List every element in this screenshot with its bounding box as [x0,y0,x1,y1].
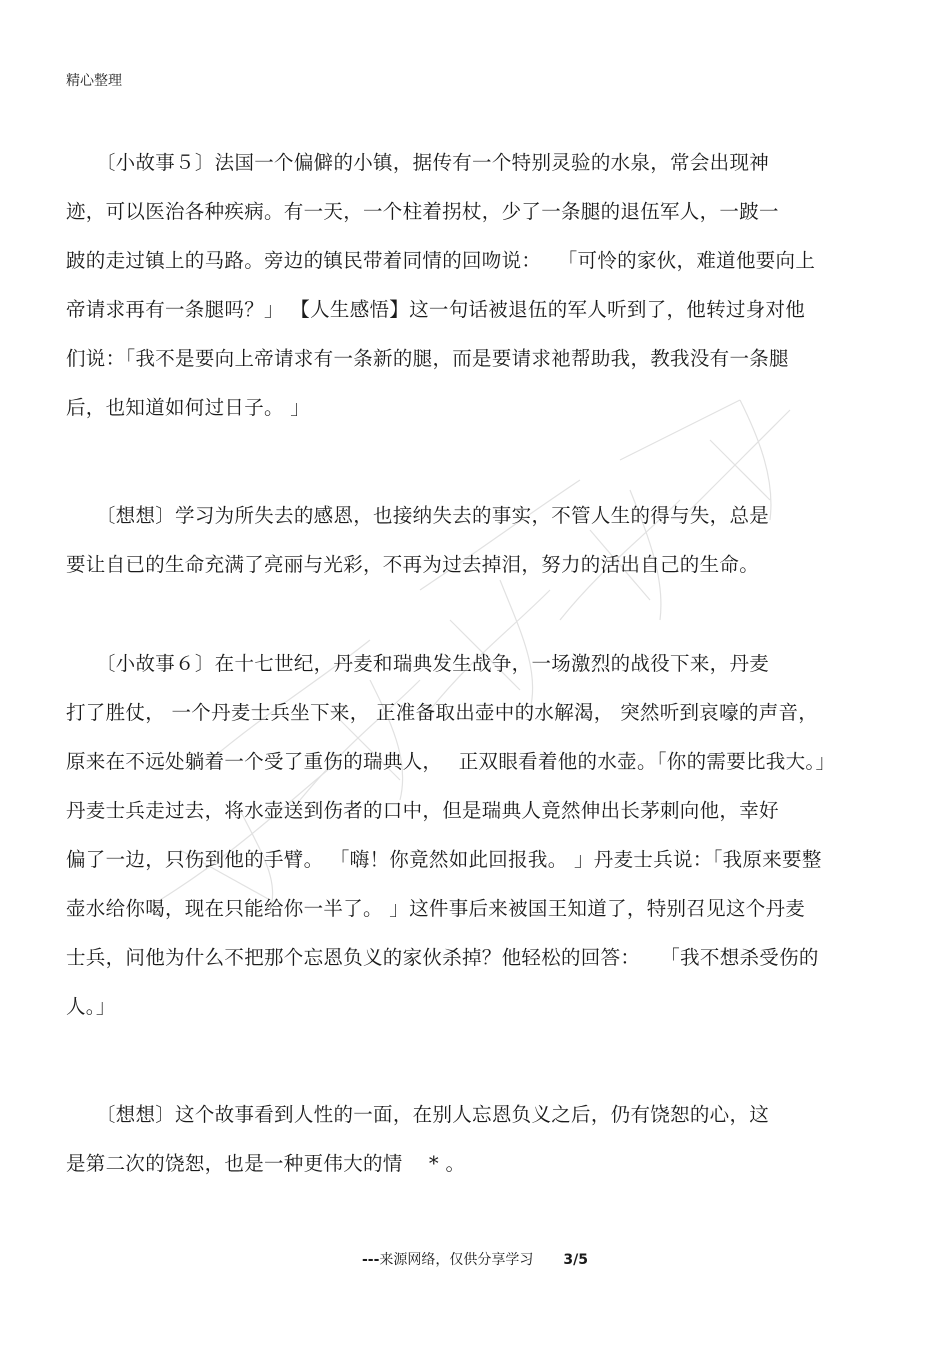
text-line: 人。」 [66,995,116,1018]
text-line: 壶水给你喝，现在只能给你一半了。 」这件事后来被国王知道了，特别召见这个丹麦 [66,897,806,920]
paragraph-reflection-5 [66,491,896,589]
paragraph-story-6 [66,639,896,1031]
text-line: 士兵，问他为什么不把那个忘恩负义的家伙杀掉？他轻松的回答： 「我不想杀受伤的 [66,946,819,969]
text-line: 〔想想〕这个故事看到人性的一面，在别人忘恩负义之后，仍有饶恕的心，这 [66,1103,770,1126]
page-number: 3/5 [563,1252,589,1268]
text-line: 〔小故事６〕在十七世纪，丹麦和瑞典发生战争，一场激烈的战役下来，丹麦 [66,652,770,675]
footer-source: 来源网络，仅供分享学习 [379,1252,534,1268]
text-line: 帝请求再有一条腿吗？」 【人生感悟】这一句话被退伍的军人听到了，他转过身对他 [66,298,806,321]
text-line: 〔小故事５〕法国一个偏僻的小镇，据传有一个特别灵验的水泉，常会出现神 [66,151,770,174]
text-line: 是第二次的饶恕，也是一种更伟大的情 * 。 [66,1152,466,1175]
footer-dash: --- [361,1252,380,1268]
page-footer [0,1249,950,1269]
text-line: 要让自已的生命充满了亮丽与光彩，不再为过去掉泪，努力的活出自己的生命。 [66,553,760,576]
text-line: 后，也知道如何过日子。 」 [66,396,311,419]
text-line: 迹，可以医治各种疾病。有一天，一个柱着拐杖，少了一条腿的退伍军人，一跛一 [66,200,779,223]
text-line: 原来在不远处躺着一个受了重伤的瑞典人， 正双眼看着他的水壶。「你的需要比我大。」 [66,750,836,773]
text-line: 偏了一边，只伤到他的手臂。 「嗨！你竟然如此回报我。 」丹麦士兵说：「我原来要整 [66,848,822,871]
text-line: 〔想想〕学习为所失去的感恩，也接纳失去的事实，不管人生的得与失，总是 [66,504,770,527]
page-header: 精心整理 [66,73,122,89]
text-line: 们说：「我不是要向上帝请求有一条新的腿，而是要请求祂帮助我，教我没有一条腿 [66,347,789,370]
text-line: 跛的走过镇上的马路。旁边的镇民带着同情的回吻说： 「可怜的家伙，难道他要向上 [66,249,816,272]
paragraph-reflection-6 [66,1090,896,1188]
text-line: 丹麦士兵走过去，将水壶送到伤者的口中，但是瑞典人竟然伸出长茅刺向他，幸好 [66,799,779,822]
paragraph-story-5 [66,138,896,432]
text-line: 打了胜仗， 一个丹麦士兵坐下来， 正准备取出壶中的水解渴， 突然听到哀嚎的声音， [66,701,819,724]
